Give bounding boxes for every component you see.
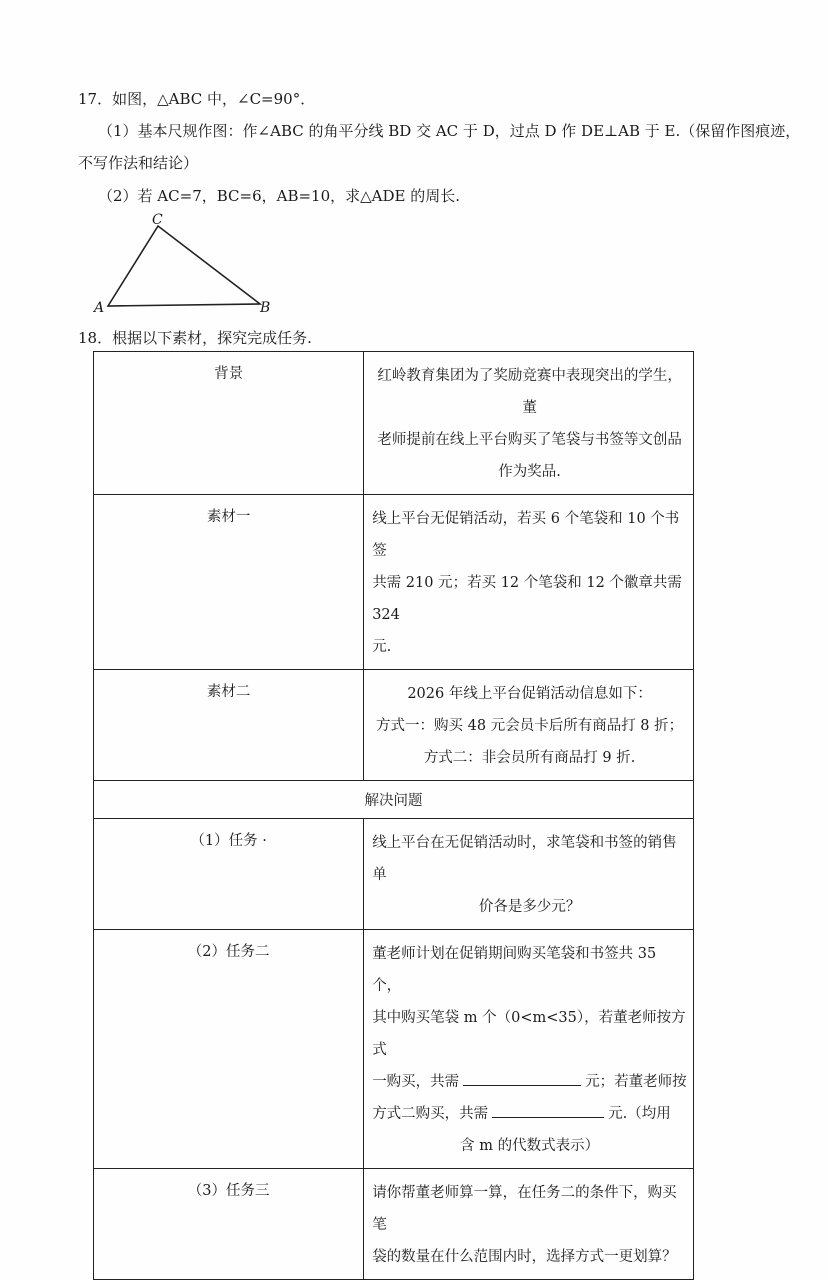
background-line: 红岭教育集团为了奖励竞赛中表现突出的学生，董 bbox=[377, 368, 682, 416]
material1-line: 元. bbox=[372, 639, 392, 655]
task1-content bbox=[364, 819, 694, 930]
triangle-abc bbox=[108, 226, 260, 306]
material2-line: 方式二：非会员所有商品打 9 折. bbox=[423, 750, 636, 766]
solve-header: 解决问题 bbox=[94, 781, 694, 819]
label-c: C bbox=[152, 212, 163, 228]
table-row-material2 bbox=[94, 670, 694, 781]
task1-line: 价各是多少元？ bbox=[478, 899, 581, 915]
background-line: 老师提前在线上平台购买了笔袋与书签等文创品 bbox=[377, 432, 682, 448]
task2-line bbox=[372, 1066, 687, 1098]
task3-content bbox=[364, 1169, 694, 1280]
label-a: A bbox=[94, 300, 105, 316]
material2-line: 方式一：购买 48 元会员卡后所有商品打 8 折； bbox=[376, 718, 684, 734]
table-row-background bbox=[94, 352, 694, 495]
table-row-task3 bbox=[94, 1169, 694, 1280]
task2-line: 董老师计划在促销期间购买笔袋和书签共 35 个， bbox=[372, 946, 657, 994]
background-line: 作为奖品. bbox=[498, 464, 561, 480]
table-row-task1 bbox=[94, 819, 694, 930]
material1-line: 线上平台无促销活动，若买 6 个笔袋和 10 个书签 bbox=[372, 511, 680, 559]
task2-text: 方式二购买，共需 bbox=[372, 1106, 489, 1122]
task2-line: 其中购买笔袋 m 个（0<m<35），若董老师按方式 bbox=[372, 1010, 686, 1058]
triangle-figure bbox=[88, 212, 278, 322]
task1-line: 线上平台在无促销活动时，求笔袋和书签的销售单 bbox=[372, 835, 677, 883]
material1-line: 共需 210 元；若买 12 个笔袋和 12 个徽章共需 324 bbox=[372, 575, 682, 623]
material1-content bbox=[364, 495, 694, 670]
label-b: B bbox=[260, 300, 271, 316]
material2-content bbox=[364, 670, 694, 781]
q17-stem: 17．如图，△ABC 中，∠C=90°． bbox=[78, 90, 316, 108]
q17-part1-line2: 不写作法和结论） bbox=[78, 154, 199, 172]
task3-label: （3）任务三 bbox=[94, 1169, 364, 1280]
answer-blank-method2[interactable] bbox=[492, 1103, 604, 1118]
material2-line: 2026 年线上平台促销活动信息如下： bbox=[407, 686, 652, 702]
task2-text: 元.（均用 bbox=[608, 1106, 671, 1122]
task2-line: 含 m 的代数式表示） bbox=[460, 1138, 600, 1154]
table-row-task2 bbox=[94, 930, 694, 1169]
task2-line bbox=[372, 1098, 687, 1130]
task2-content bbox=[364, 930, 694, 1169]
background-content bbox=[364, 352, 694, 495]
task2-label: （2）任务二 bbox=[94, 930, 364, 1169]
material1-label: 素材一 bbox=[94, 495, 364, 670]
task2-text: 一购买，共需 bbox=[372, 1074, 460, 1090]
task3-line: 请你帮董老师算一算，在任务二的条件下，购买笔 bbox=[372, 1185, 677, 1233]
q17-part1-line1: （1）基本尺规作图：作∠ABC 的角平分线 BD 交 AC 于 D，过点 D 作 DE⊥AB 于 E.（保留作图痕迹， bbox=[98, 122, 801, 140]
table-row-solve-header bbox=[94, 781, 694, 819]
task2-text: 元；若董老师按 bbox=[585, 1074, 687, 1090]
task1-label: （1）任务 · bbox=[94, 819, 364, 930]
q17-part2: （2）若 AC=7，BC=6，AB=10，求△ADE 的周长. bbox=[98, 187, 461, 205]
q18-stem: 18．根据以下素材，探究完成任务. bbox=[78, 329, 312, 347]
material2-label: 素材二 bbox=[94, 670, 364, 781]
task3-line: 袋的数量在什么范围内时，选择方式一更划算？ bbox=[372, 1249, 677, 1265]
table-row-material1 bbox=[94, 495, 694, 670]
background-label: 背景 bbox=[94, 352, 364, 495]
task-table bbox=[93, 351, 694, 1280]
answer-blank-method1[interactable] bbox=[463, 1071, 581, 1086]
